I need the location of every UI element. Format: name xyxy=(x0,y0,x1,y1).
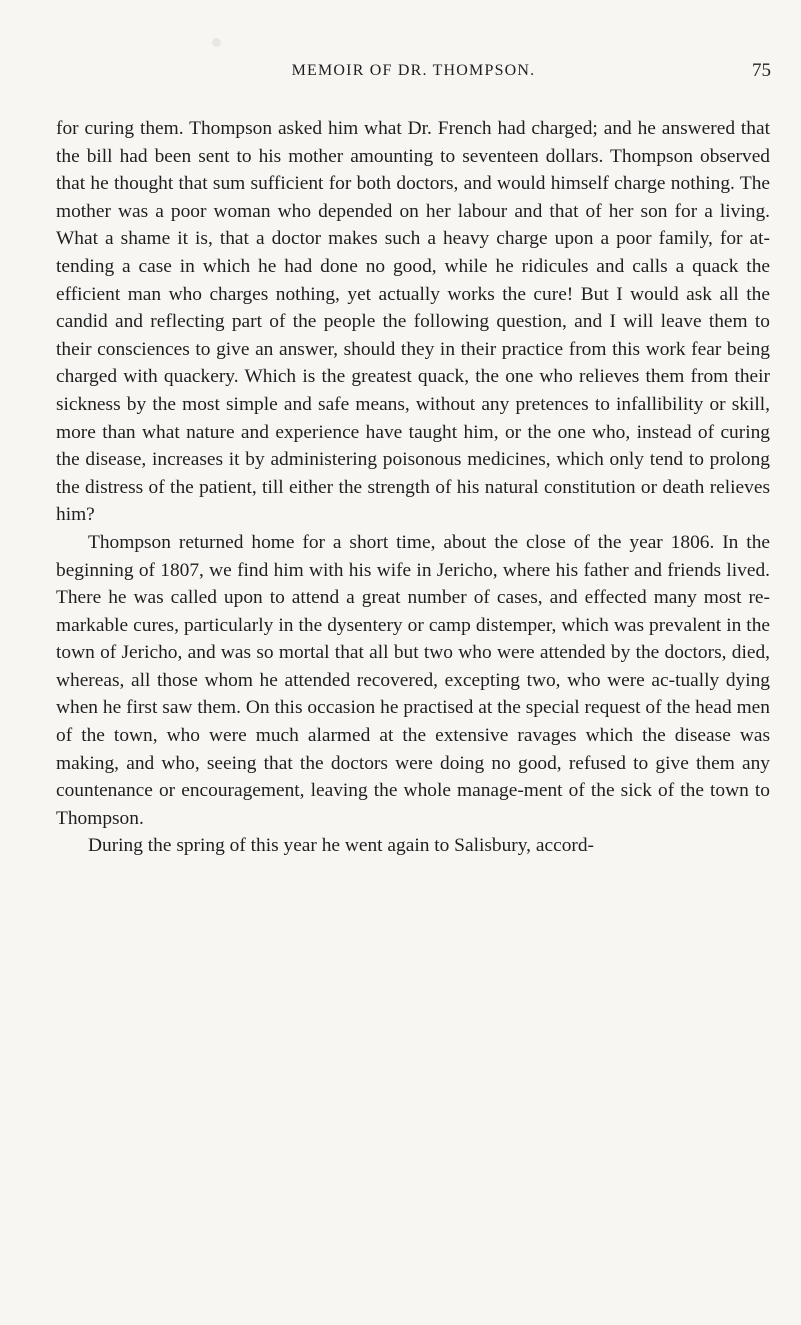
paragraph-1: for curing them. Thompson asked him what Dr. French had charged; and he answered that the bill had been sent to his mother amounting to seventeen dollars. Thompson observed that he thought that sum sufficient for both doctors, and would himself charge nothing. The mother was a poor woman who depended on her labour and that of her son for a living. What a shame it is, that a doctor makes such a heavy charge upon a poor family, for at-tending a case in which he had done no good, while he ridicules and calls a quack the efficient man who charges nothing, yet actually works the cure! But I would ask all the candid and reflecting part of the people the following question, and I will leave them to their consciences to give an answer, should they in their practice from this work fear being charged with quackery. Which is the greatest quack, the one who relieves them from their sickness by the most simple and safe means, without any pretences to infallibility or skill, more than what nature and experience have taught him, or the one who, instead of curing the disease, increases it by administering poisonous medicines, which only tend to prolong the distress of the patient, till either the strength of his natural constitution or death relieves him? xyxy=(56,118,770,526)
running-title: MEMOIR OF DR. THOMPSON. xyxy=(291,62,536,79)
running-head xyxy=(56,62,771,88)
body-text xyxy=(56,115,770,860)
paragraph-2: Thompson returned home for a short time, about the close of the year 1806. In the beginning of 1807, we find him with his wife in Jericho, where his father and friends lived. There he was called upon to attend a great number of cases, and effected many most re-markable cures, particularly in the dysentery or camp distemper, which was prevalent in the town of Jericho, and was so mortal that all but two who were attended by the doctors, died, whereas, all those whom he attended recovered, excepting two, who were ac-tually dying when he first saw them. On this occasion he practised at the special request of the head men of the town, who were much alarmed at the extensive ravages which the disease was making, and who, seeing that the doctors were doing no good, refused to give them any countenance or encouragement, leaving the whole manage-ment of the sick of the town to Thompson. xyxy=(56,531,770,829)
page-number: 75 xyxy=(752,60,771,81)
paragraph-3: During the spring of this year he went again to Salisbury, accord- xyxy=(88,835,594,857)
paper-spot xyxy=(212,38,221,47)
